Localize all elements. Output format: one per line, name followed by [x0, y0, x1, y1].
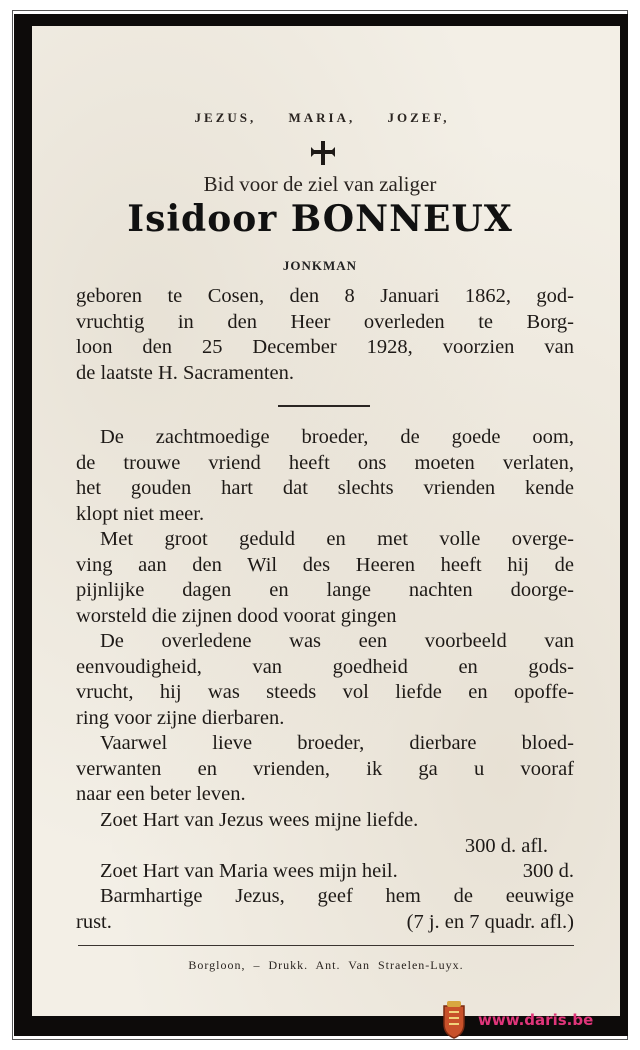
virtue-paragraph	[76, 629, 574, 731]
text-line: ving aan den Wil des Heeren heeft hij de	[76, 553, 574, 576]
text-line: vruchtig in den Heer overleden te Borg-	[76, 310, 574, 333]
text-line: Zoet Hart van Jezus wees mijne liefde.	[100, 809, 419, 831]
prayer-line: Bid voor de ziel van zaliger	[203, 172, 437, 196]
tribute-paragraph	[76, 425, 574, 527]
invocation-maria	[76, 859, 574, 885]
text-line: pijnlijke dagen en lange nachten doorge-	[76, 579, 574, 602]
deceased-name: Isidoor BONNEUX	[127, 198, 513, 240]
coat-of-arms-icon	[440, 998, 468, 1040]
cross-icon	[308, 138, 338, 168]
text-line: ring voor zijne dierbaren.	[76, 706, 285, 729]
text-line: verwanten en vrienden, ik ga u vooraf	[76, 757, 574, 780]
text-line: Barmhartige Jezus, geef hem de eeuwige	[100, 885, 574, 907]
text-line: de trouwe vriend heeft ons moeten verlaten,	[76, 451, 574, 474]
text-line: Zoet Hart van Maria wees mijn heil.	[100, 860, 398, 882]
indulgence-note: 300 d. afl.	[464, 834, 548, 857]
text-line: loon den 25 December 1928, voorzien van	[76, 336, 574, 359]
text-line: de laatste H. Sacramenten.	[76, 361, 295, 384]
holy-names-header: JEZUS, MARIA, JOZEF,	[194, 110, 450, 125]
text-line: vrucht, hij was steeds vol liefde en opoffe-	[76, 681, 574, 704]
text-line: het gouden hart dat slechts vrienden kende	[76, 477, 574, 500]
text-line	[76, 910, 574, 936]
text-line: Vaarwel lieve broeder, dierbare bloed-	[100, 732, 574, 754]
text-line: worsteld die zijnen dood voorat gingen	[76, 604, 397, 627]
indulgence-note: (7 j. en 7 quadr. afl.)	[406, 910, 574, 933]
patience-paragraph	[76, 527, 574, 629]
footer-rule	[78, 945, 574, 946]
indulgence-note: 300 d.	[522, 860, 574, 882]
text-line: De overledene was een voorbeeld van	[100, 630, 574, 652]
marital-status: JONKMAN	[282, 258, 358, 273]
text-line: Met groot geduld en met volle overge-	[100, 528, 574, 550]
text-line: klopt niet meer.	[76, 502, 205, 525]
invocation-mercy	[76, 884, 574, 935]
watermark-site-link[interactable]: www.daris.be	[478, 1011, 594, 1029]
text-line: De zachtmoedige broeder, de goede oom,	[100, 426, 574, 448]
farewell-paragraph	[76, 731, 574, 808]
printer-credit: Borgloon, – Drukk. Ant. Van Straelen-Luyx.	[188, 958, 464, 972]
birth-death-paragraph	[76, 284, 574, 386]
text-line: naar een beter leven.	[76, 783, 246, 806]
text-line-end: rust.	[76, 910, 112, 933]
separator-rule	[278, 405, 370, 407]
text-line: geboren te Cosen, den 8 Januari 1862, god-	[76, 285, 574, 307]
invocation-jezus	[76, 808, 574, 859]
text-line: eenvoudigheid, van goedheid en gods-	[76, 655, 574, 678]
